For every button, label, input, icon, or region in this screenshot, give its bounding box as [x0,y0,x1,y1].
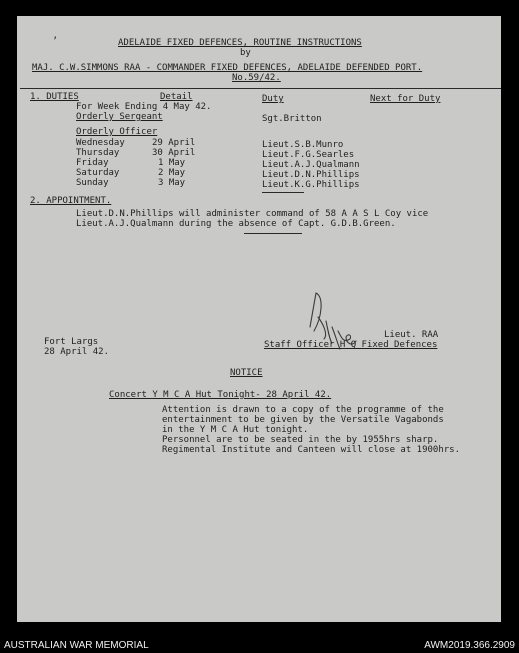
roster-day: Saturday [76,168,120,178]
roster-officer: Lieut.D.N.Phillips [262,170,360,180]
roster-day: Friday [76,158,109,168]
roster-officer: Lieut.F.G.Searles [262,150,355,160]
appointment-line: Lieut.A.J.Qualmann during the absence of Capt. G.D.B.Green. [76,219,396,229]
footer-institution: AUSTRALIAN WAR MEMORIAL [4,640,149,651]
duties-rule [262,192,304,193]
signoff-place: Fort Largs [44,337,99,347]
appointment-heading: 2. APPOINTMENT. [30,196,112,206]
title-by: by [240,48,251,58]
notice-line: Attention is drawn to a copy of the programme of the [162,405,444,415]
column-duty: Duty [262,94,284,104]
appointment-rule [244,233,302,234]
roster-day: Sunday [76,178,109,188]
roster-day: Wednesday [76,138,125,148]
roster-day: Thursday [76,148,120,158]
header-rule [20,88,501,89]
column-detail: Detail [160,92,193,102]
pen-mark: ’ [52,36,59,47]
footer-accession-number: AWM2019.366.2909 [424,640,515,651]
signoff-rank: Lieut. RAA [384,330,439,340]
roster-date: 2 May [158,168,186,178]
column-next-for-duty: Next for Duty [370,94,441,104]
document-author: MAJ. C.W.SIMMONS RAA - COMMANDER FIXED DEFENCES, ADELAIDE DEFENDED PORT. [32,63,423,73]
instruction-number: No.59/42. [232,73,281,83]
roster-date: 3 May [158,178,186,188]
roster-officer: Lieut.S.B.Munro [262,140,344,150]
roster-officer: Lieut.K.G.Phillips [262,180,360,190]
notice-line: entertainment to be given by the Versatile Vagabonds [162,415,444,425]
roster-date: 1 May [158,158,186,168]
orderly-sergeant-name: Sgt.Britton [262,114,322,124]
duties-heading: 1. DUTIES [30,92,79,102]
notice-subheading: Concert Y M C A Hut Tonight- 28 April 42. [109,390,332,400]
notice-line: Personnel are to be seated in the by 1955hrs sharp. [162,435,439,445]
orderly-officer-label: Orderly Officer [76,127,158,137]
signoff-date: 28 April 42. [44,347,110,357]
roster-officer: Lieut.A.J.Qualmann [262,160,360,170]
notice-line: Regimental Institute and Canteen will close at 1900hrs. [162,445,461,455]
roster-date: 30 April [152,148,196,158]
appointment-line: Lieut.D.N.Phillips will administer command of 58 A A S L Coy vice [76,209,429,219]
week-ending: For Week Ending 4 May 42. [76,102,212,112]
signoff-position: Staff Officer H Q Fixed Defences [264,340,438,350]
orderly-sergeant-label: Orderly Sergeant [76,112,163,122]
notice-line: in the Y M C A Hut tonight. [162,425,309,435]
roster-date: 29 April [152,138,196,148]
notice-heading: NOTICE [230,368,263,378]
document-title: ADELAIDE FIXED DEFENCES, ROUTINE INSTRUCTIONS [118,38,362,48]
